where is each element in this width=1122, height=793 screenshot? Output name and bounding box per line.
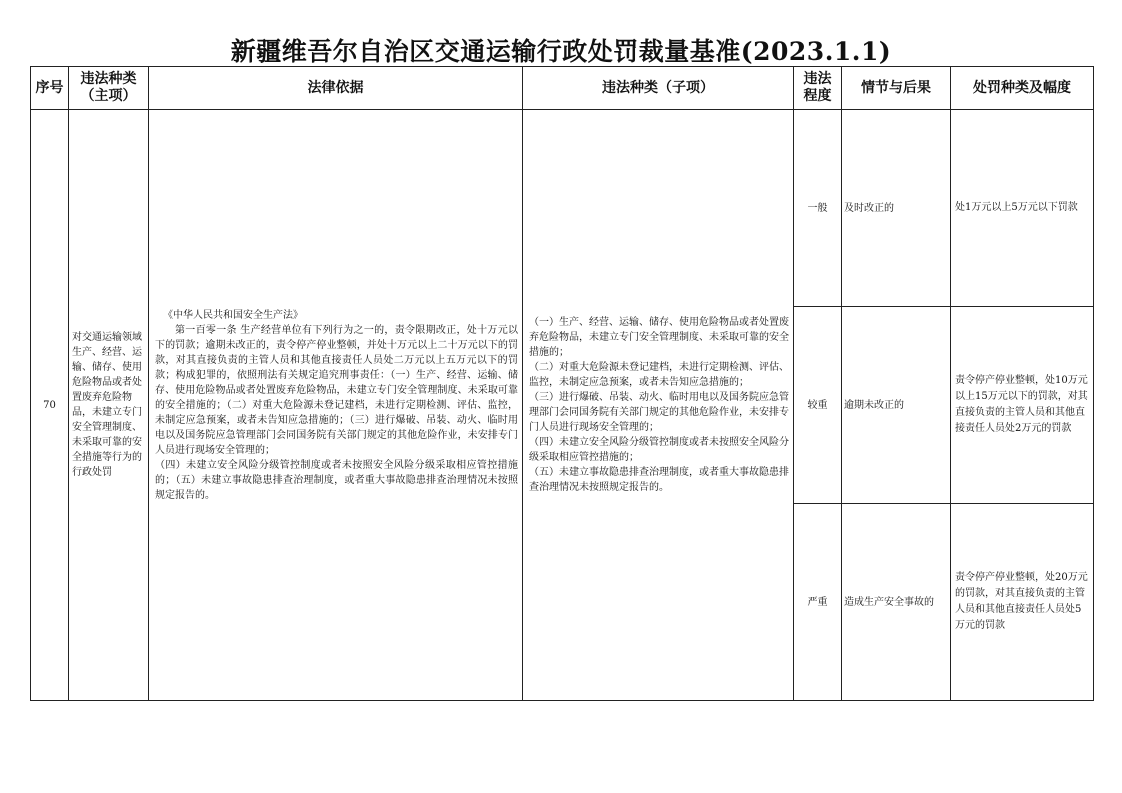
table-row [31, 110, 1094, 307]
penalty-standard-table [30, 66, 1094, 701]
penalty-cell: 责令停产停业整顿，处10万元以上15万元以下的罚款，对其直接负责的主管人员和其他直接责任人员处2万元的罚款 [951, 307, 1094, 504]
law-article-continued: （四）未建立安全风险分级管控制度或者未按照安全风险分级采取相应管控措施的；（五）未建立事故隐患排查治理制度，或者重大事故隐患排查治理情况未按照规定报告的。 [155, 459, 518, 501]
main-type-cell: 对交通运输领域生产、经营、运输、储存、使用危险物品或者处置废弃危险物品，未建立专门安全管理制度、未采取可靠的安全措施等行为的行政处罚 [69, 110, 149, 701]
penalty-cell: 处1万元以上5万元以下罚款 [951, 110, 1094, 307]
circumstance-cell: 逾期未改正的 [842, 307, 951, 504]
header-penalty: 处罚种类及幅度 [951, 67, 1094, 110]
law-article: 第一百零一条 生产经营单位有下列行为之一的，责令限期改正，处十万元以下的罚款；逾期未改正的，责令停产停业整顿，并处十万元以上二十万元以下的罚款，对其直接负责的主管人员和其他直接责任人员处二万元以上五万元以下的罚款；构成犯罪的，依照刑法有关规定追究刑事责任：（一）生产、经营、运输、储存、使用危险物品或者处置废弃危险物品，未建立专门安全管理制度、未采取可靠的安全措施的；（二）对重大危险源未登记建档，未进行定期检测、评估、监控，未制定应急预案，或者未告知应急措施的；（三）进行爆破、吊装、动火、临时用电以及国务院应急管理部门会同国务院有关部门规定的其他危险作业，未安排专门人员进行现场安全管理的； [155, 324, 518, 456]
law-name: 《中华人民共和国安全生产法》 [163, 309, 303, 321]
penalty-cell: 责令停产停业整顿，处20万元的罚款，对其直接负责的主管人员和其他直接责任人员处5万元的罚款 [951, 504, 1094, 701]
header-main-type-line1: 违法种类 [80, 71, 137, 87]
sub-type-cell [523, 110, 794, 701]
circumstance-cell: 及时改正的 [842, 110, 951, 307]
sub-item: （五）未建立事故隐患排查治理制度，或者重大事故隐患排查治理情况未按照规定报告的。 [529, 467, 789, 493]
header-seq: 序号 [31, 67, 69, 110]
sub-item: （三）进行爆破、吊装、动火、临时用电以及国务院应急管理部门会同国务院有关部门规定的其他危险作业，未安排专门人员进行现场安全管理的； [529, 392, 789, 433]
header-degree [794, 67, 842, 110]
header-legal-basis: 法律依据 [149, 67, 523, 110]
degree-cell: 严重 [794, 504, 842, 701]
header-main-type [69, 67, 149, 110]
sub-item: （四）未建立安全风险分级管控制度或者未按照安全风险分级采取相应管控措施的； [529, 437, 789, 463]
degree-cell: 较重 [794, 307, 842, 504]
header-degree-line2: 程度 [803, 88, 832, 104]
page-title: 新疆维吾尔自治区交通运输行政处罚裁量基准(2023.1.1) [230, 37, 892, 66]
sub-item: （二）对重大危险源未登记建档，未进行定期检测、评估、监控，未制定应急预案，或者未告知应急措施的； [529, 362, 789, 388]
header-circumstances: 情节与后果 [842, 67, 951, 110]
header-sub-type: 违法种类（子项） [523, 67, 794, 110]
table-header-row [31, 67, 1094, 110]
header-main-type-line2: （主项） [80, 88, 137, 104]
legal-basis-cell [149, 110, 523, 701]
circumstance-cell: 造成生产安全事故的 [842, 504, 951, 701]
seq-cell: 70 [31, 110, 69, 701]
degree-cell: 一般 [794, 110, 842, 307]
sub-item: （一）生产、经营、运输、储存、使用危险物品或者处置废弃危险物品，未建立专门安全管理制度、未采取可靠的安全措施的； [529, 317, 789, 358]
header-degree-line1: 违法 [803, 71, 832, 87]
